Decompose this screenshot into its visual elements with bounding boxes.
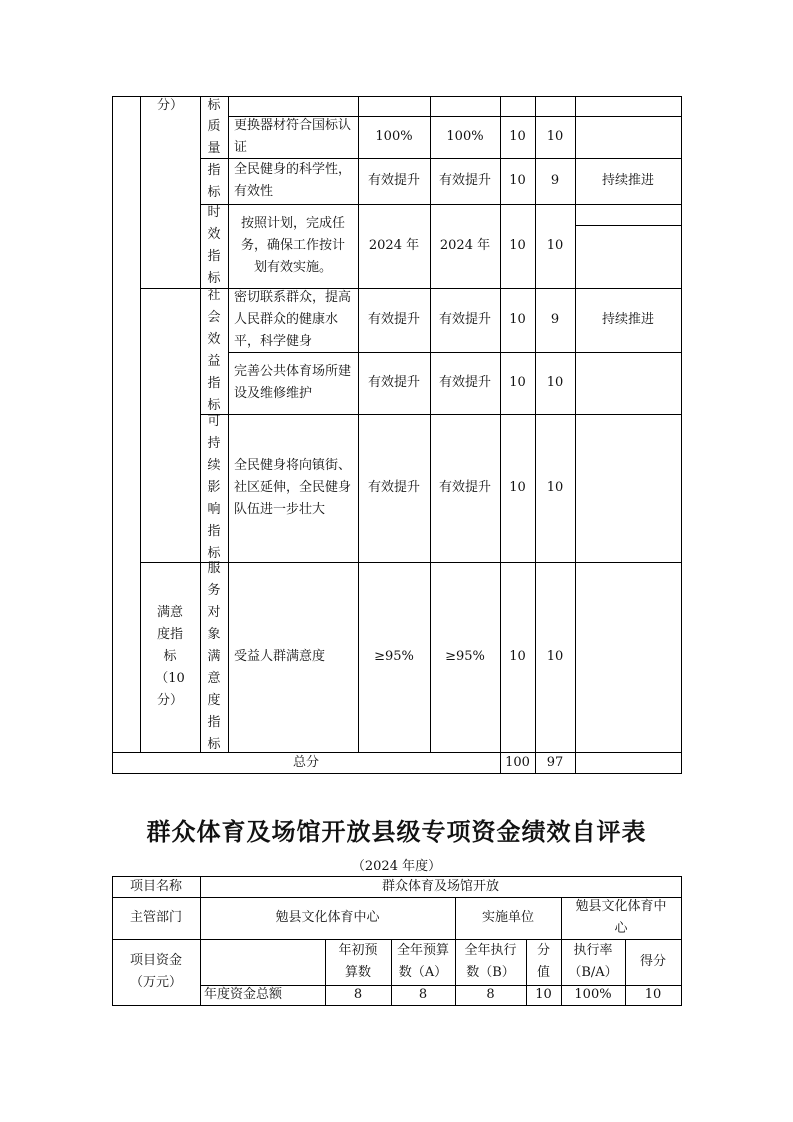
quality-row-1-content: 更换器材符合国标认证 (234, 118, 352, 155)
category-tail-text: 分） (156, 98, 183, 113)
fund-row-score: 10 (644, 987, 662, 1002)
timeliness-note (575, 225, 681, 288)
sustain-score: 10 (546, 480, 564, 495)
impl-value: 勉县文化体育中心 (575, 899, 667, 936)
header-initial: 年初预算数 (338, 943, 378, 980)
fund-row-label: 年度资金总额 (204, 987, 283, 1002)
project-name-value: 群众体育及场馆开放 (381, 878, 499, 894)
sustain-actual: 有效提升 (438, 480, 491, 495)
satisfaction-indicator-label: 服务对象满意度指标 (207, 561, 221, 752)
fund-row-weight: 10 (535, 987, 552, 1002)
quality-row-2-weight: 10 (509, 173, 526, 188)
social-row-2-note (575, 352, 681, 414)
total-score: 97 (546, 754, 564, 770)
total-label: 总分 (292, 754, 319, 770)
satisfaction-target: ≥95% (374, 649, 414, 664)
quality-row-1-actual: 100% (446, 129, 484, 144)
quality-row-2-content: 全民健身的科学性，有效性 (234, 162, 352, 199)
quality-row-1-target: 100% (375, 129, 413, 144)
quality-indicator-label: 质量指标 (207, 119, 221, 200)
timeliness-content: 按照计划，完成任务，确保工作按计划有效实施。 (240, 216, 345, 275)
fund-row-rate: 100% (574, 987, 612, 1002)
social-row-2-weight: 10 (509, 375, 526, 390)
document-title: 群众体育及场馆开放县级专项资金绩效自评表 (146, 818, 647, 846)
satisfaction-note (575, 562, 681, 752)
social-row-2-actual: 有效提升 (438, 375, 491, 390)
header-executed: 全年执行数（B） (464, 943, 517, 980)
social-row-1-actual: 有效提升 (438, 312, 491, 327)
subcategory-tail-text: 标 (207, 98, 221, 113)
satisfaction-actual: ≥95% (445, 649, 485, 664)
social-row-1-content: 密切联系群众，提高人民群众的健康水平，科学健身 (234, 290, 352, 349)
fund-row-annual: 8 (418, 987, 428, 1002)
quality-row-2-note: 持续推进 (601, 173, 654, 188)
total-weight: 100 (505, 754, 530, 770)
header-rate: 执行率（B/A） (568, 943, 618, 980)
timeliness-indicator-label: 时效指标 (207, 205, 221, 286)
dept-label: 主管部门 (129, 910, 182, 925)
dept-value: 勉县文化体育中心 (275, 910, 380, 925)
social-row-1-target: 有效提升 (367, 312, 420, 327)
fund-row-initial: 8 (353, 987, 363, 1002)
satisfaction-weight: 10 (509, 649, 526, 664)
quality-row-2-target: 有效提升 (367, 173, 420, 188)
sustain-content: 全民健身将向镇街、社区延伸，全民健身队伍进一步壮大 (234, 458, 352, 517)
timeliness-weight: 10 (509, 238, 526, 253)
sustain-note (575, 414, 681, 562)
document-year: （2024 年度） (351, 859, 442, 874)
satisfaction-score: 10 (546, 649, 564, 664)
header-weight: 分值 (536, 943, 550, 980)
quality-row-2-actual: 有效提升 (438, 173, 491, 188)
social-row-2-target: 有效提升 (367, 375, 420, 390)
social-row-2-content: 完善公共体育场所建设及维修维护 (234, 364, 352, 401)
fund-label: 项目资金（万元） (130, 953, 183, 990)
quality-row-2-score: 9 (550, 173, 560, 188)
social-indicator-label: 社会效益指标 (207, 288, 221, 413)
header-annual: 全年预算数（A） (396, 943, 449, 980)
social-row-1-weight: 10 (509, 312, 526, 327)
fund-row-executed: 8 (486, 987, 495, 1002)
sustain-indicator-label: 可持续影响指标 (207, 414, 221, 561)
social-row-2-score: 10 (546, 375, 564, 390)
quality-row-1-weight: 10 (509, 129, 526, 144)
quality-row-1-score: 10 (546, 129, 564, 144)
timeliness-score: 10 (546, 238, 564, 253)
project-name-label: 项目名称 (129, 878, 182, 894)
social-row-1-note: 持续推进 (601, 312, 654, 327)
impl-label: 实施单位 (481, 910, 534, 925)
timeliness-actual: 2024 年 (439, 238, 491, 253)
sustain-target: 有效提升 (367, 480, 420, 495)
quality-row-1-note (575, 116, 681, 158)
header-score: 得分 (639, 954, 666, 969)
satisfaction-category: 满意度指标（10分） (155, 605, 185, 708)
social-row-1-score: 9 (550, 312, 560, 327)
satisfaction-content: 受益人群满意度 (234, 649, 326, 664)
timeliness-target: 2024 年 (368, 238, 420, 253)
sustain-weight: 10 (509, 480, 526, 495)
